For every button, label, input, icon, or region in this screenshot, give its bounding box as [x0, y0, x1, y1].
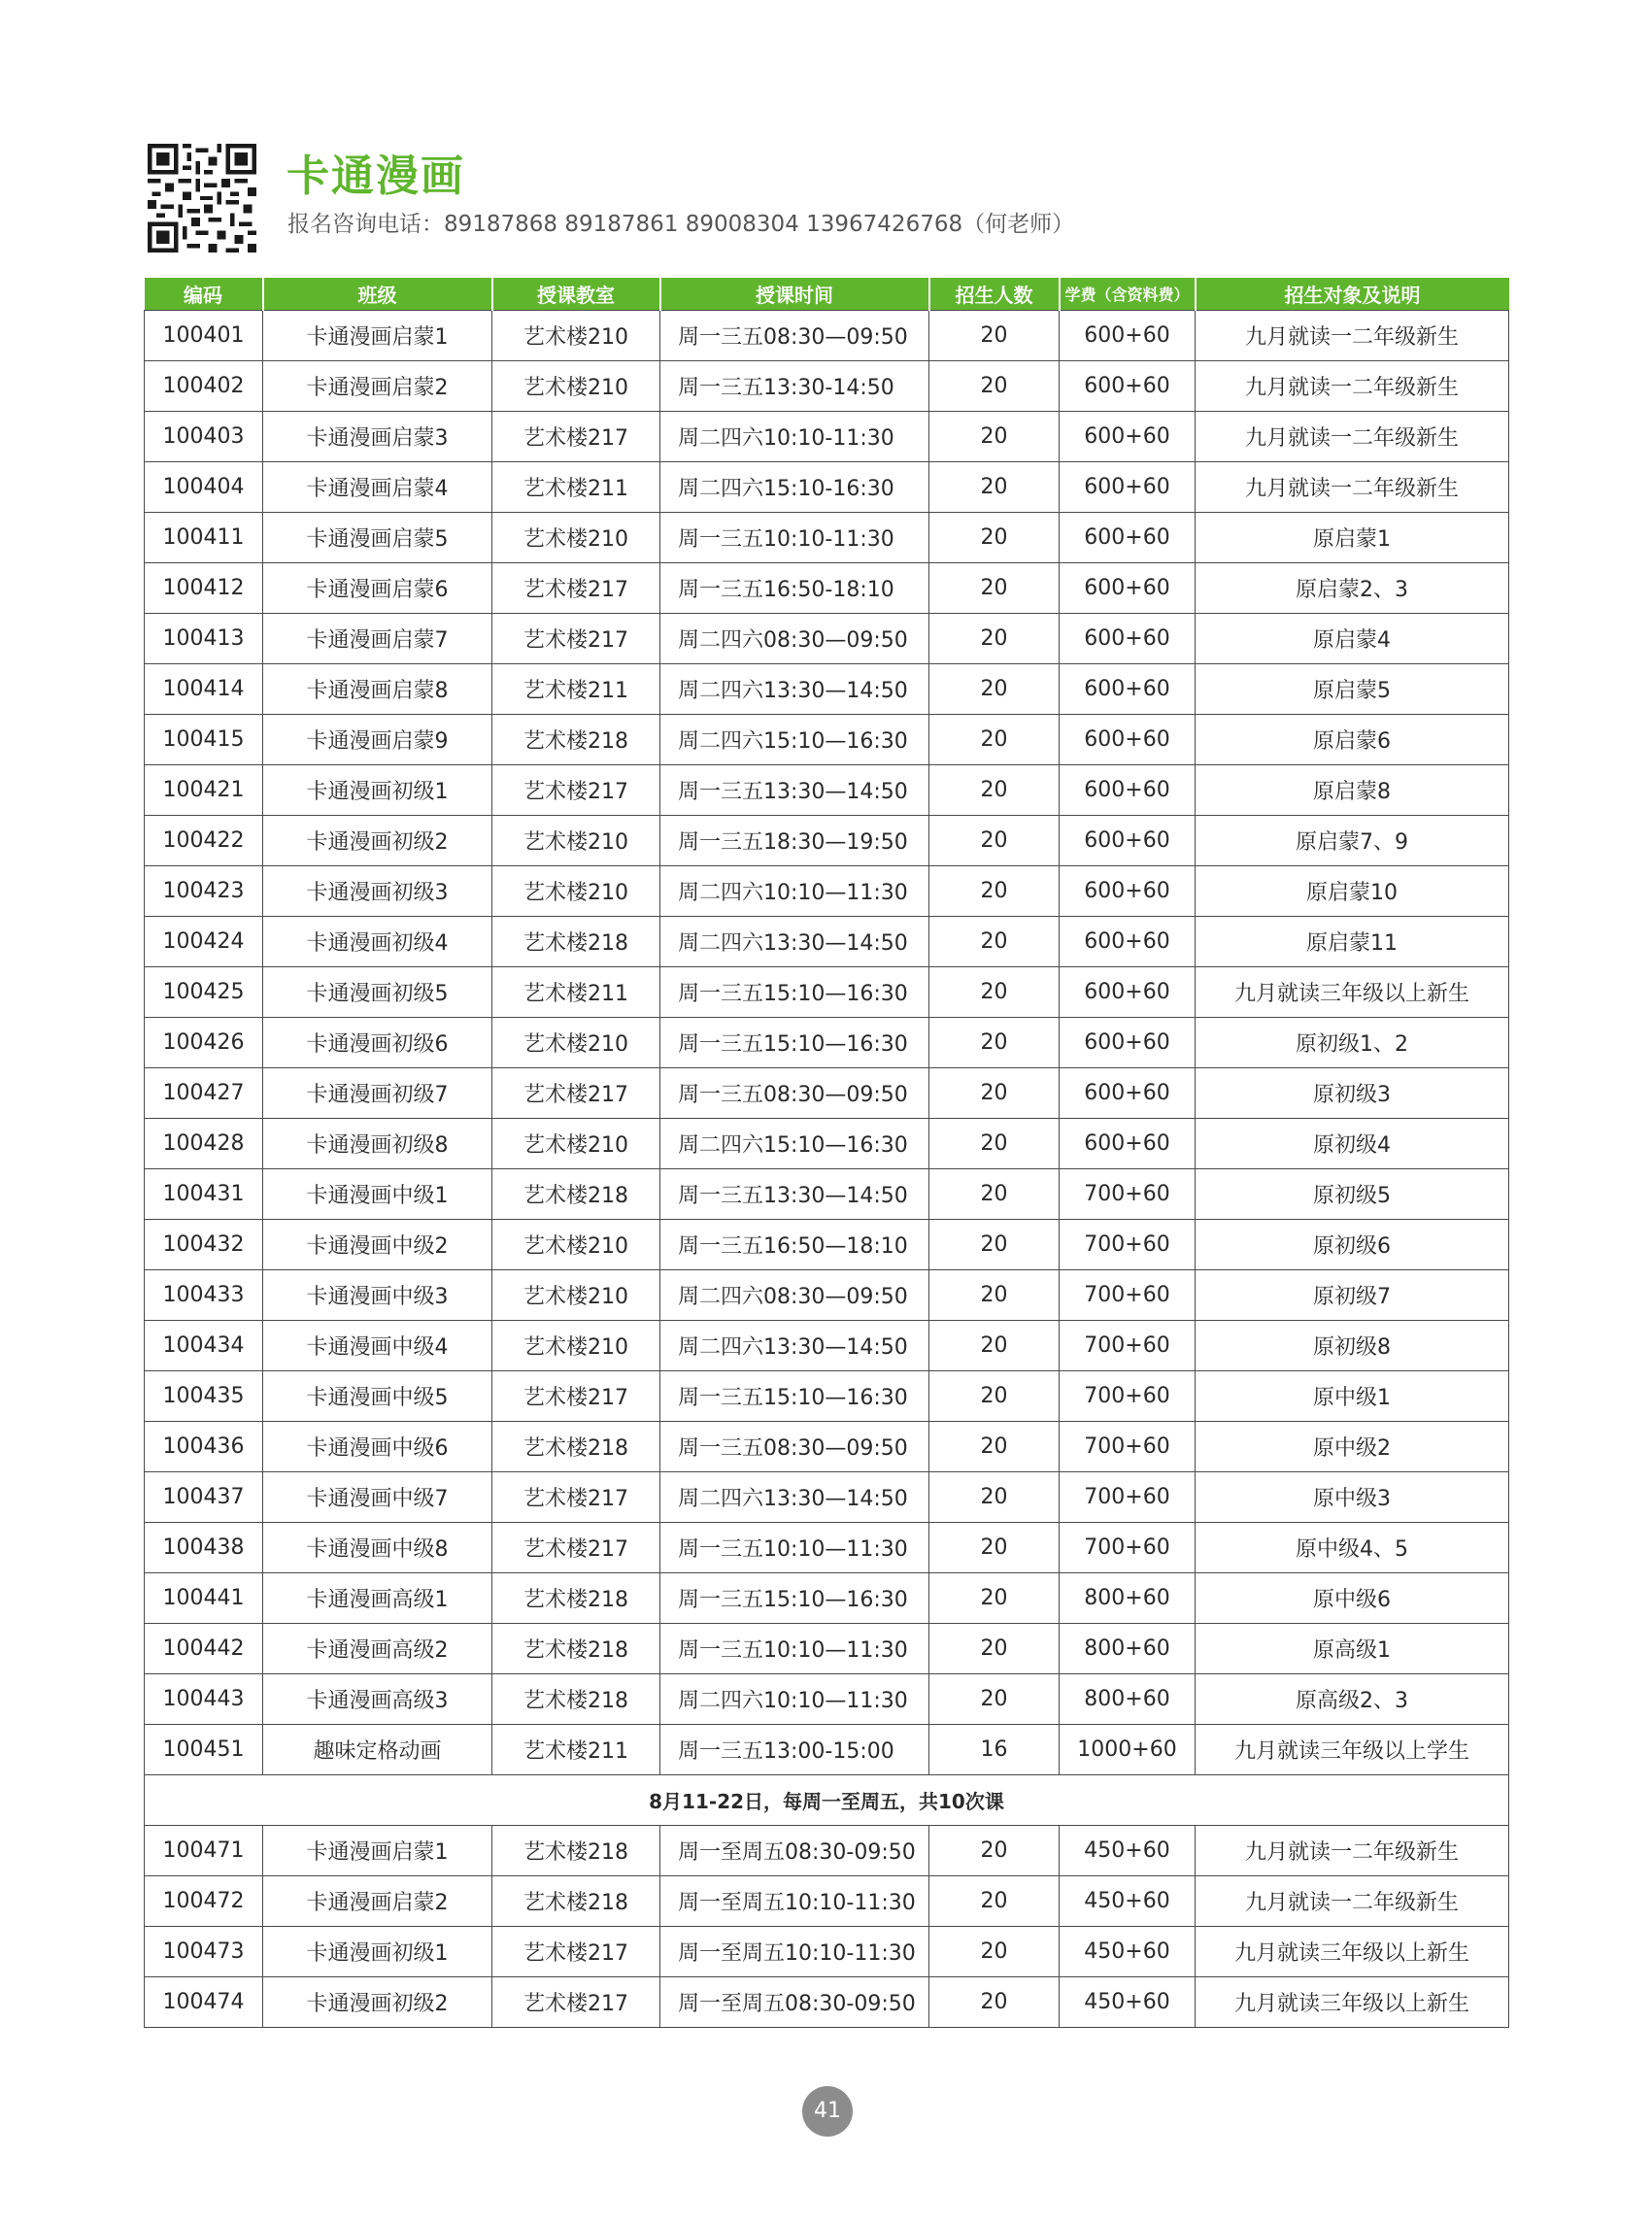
table-cell: 艺术楼218 [492, 1573, 660, 1624]
table-row [145, 664, 1509, 715]
table-cell: 卡通漫画中级4 [263, 1321, 492, 1371]
table-cell: 20 [929, 1169, 1060, 1220]
table-cell: 周二四六08:30—09:50 [660, 614, 929, 664]
table-cell: 卡通漫画启蒙5 [263, 513, 492, 563]
table-row [145, 1270, 1509, 1321]
table-cell: 卡通漫画中级1 [263, 1169, 492, 1220]
table-cell: 艺术楼210 [492, 513, 660, 563]
table-cell: 周一三五15:10—16:30 [660, 1018, 929, 1068]
table-row [145, 866, 1509, 917]
table-cell: 600+60 [1060, 816, 1196, 866]
table-row [145, 1876, 1509, 1927]
table-cell: 周二四六15:10—16:30 [660, 715, 929, 765]
table-cell: 艺术楼211 [492, 1725, 660, 1775]
table-cell: 周一三五13:30—14:50 [660, 1169, 929, 1220]
table-cell: 16 [929, 1725, 1060, 1775]
table-cell: 周一三五13:00-15:00 [660, 1725, 929, 1775]
table-cell: 原中级2 [1196, 1422, 1509, 1472]
table-cell: 600+60 [1060, 765, 1196, 816]
table-row [145, 462, 1509, 513]
table-cell: 600+60 [1060, 361, 1196, 412]
table-cell: 周一至周五08:30-09:50 [660, 1826, 929, 1876]
table-cell: 趣味定格动画 [263, 1725, 492, 1775]
table-cell: 九月就读三年级以上学生 [1196, 1725, 1509, 1775]
table-cell: 九月就读三年级以上新生 [1196, 1927, 1509, 1977]
table-cell: 20 [929, 967, 1060, 1018]
table-cell: 卡通漫画中级2 [263, 1220, 492, 1270]
table-cell: 600+60 [1060, 1068, 1196, 1119]
table-cell: 600+60 [1060, 866, 1196, 917]
table-cell: 100435 [145, 1371, 263, 1422]
table-cell: 原启蒙6 [1196, 715, 1509, 765]
table-row [145, 361, 1509, 412]
table-cell: 艺术楼211 [492, 967, 660, 1018]
table-cell: 20 [929, 1472, 1060, 1523]
table-cell: 450+60 [1060, 1927, 1196, 1977]
table-cell: 600+60 [1060, 412, 1196, 462]
table-cell: 600+60 [1060, 715, 1196, 765]
table-cell: 20 [929, 1826, 1060, 1876]
table-cell: 100437 [145, 1472, 263, 1523]
table-cell: 原启蒙4 [1196, 614, 1509, 664]
table-cell: 20 [929, 1018, 1060, 1068]
table-cell: 600+60 [1060, 1119, 1196, 1169]
column-header: 招生对象及说明 [1196, 278, 1509, 311]
table-cell: 20 [929, 412, 1060, 462]
table-body [145, 311, 1509, 2028]
table-cell: 原中级1 [1196, 1371, 1509, 1422]
table-row [145, 1371, 1509, 1422]
table-cell: 20 [929, 1422, 1060, 1472]
table-cell: 周二四六08:30—09:50 [660, 1270, 929, 1321]
table-cell: 20 [929, 1523, 1060, 1573]
table-row [145, 614, 1509, 664]
table-cell: 周一三五08:30—09:50 [660, 1068, 929, 1119]
table-cell: 450+60 [1060, 1826, 1196, 1876]
page-title: 卡通漫画 [287, 152, 465, 201]
table-cell: 700+60 [1060, 1523, 1196, 1573]
table-cell: 100426 [145, 1018, 263, 1068]
table-cell: 600+60 [1060, 664, 1196, 715]
table-cell: 800+60 [1060, 1573, 1196, 1624]
table-cell: 20 [929, 1270, 1060, 1321]
table-cell: 100413 [145, 614, 263, 664]
table-cell: 卡通漫画启蒙1 [263, 1826, 492, 1876]
table-cell: 600+60 [1060, 563, 1196, 614]
table-cell: 原中级3 [1196, 1472, 1509, 1523]
table-cell: 九月就读一二年级新生 [1196, 311, 1509, 361]
table-cell: 450+60 [1060, 1876, 1196, 1927]
table-cell: 周二四六13:30—14:50 [660, 1321, 929, 1371]
table-cell: 艺术楼211 [492, 664, 660, 715]
table-row [145, 1321, 1509, 1371]
table-cell: 20 [929, 1371, 1060, 1422]
table-cell: 100412 [145, 563, 263, 614]
table-cell: 100415 [145, 715, 263, 765]
table-cell: 卡通漫画启蒙2 [263, 1876, 492, 1927]
table-cell: 100424 [145, 917, 263, 967]
table-cell: 艺术楼210 [492, 1119, 660, 1169]
table-cell: 100404 [145, 462, 263, 513]
table-cell: 800+60 [1060, 1624, 1196, 1674]
table-cell: 100402 [145, 361, 263, 412]
table-cell: 100425 [145, 967, 263, 1018]
table-cell: 周一三五10:10—11:30 [660, 1523, 929, 1573]
column-header: 班级 [263, 278, 492, 311]
table-cell: 20 [929, 1624, 1060, 1674]
table-cell: 700+60 [1060, 1321, 1196, 1371]
table-row [145, 412, 1509, 462]
table-cell: 100401 [145, 311, 263, 361]
table-cell: 卡通漫画高级3 [263, 1674, 492, 1725]
table-cell: 艺术楼210 [492, 816, 660, 866]
table-cell: 卡通漫画高级1 [263, 1573, 492, 1624]
table-cell: 周一至周五08:30-09:50 [660, 1977, 929, 2028]
table-cell: 700+60 [1060, 1472, 1196, 1523]
table-row [145, 1068, 1509, 1119]
table-cell: 周一三五18:30—19:50 [660, 816, 929, 866]
table-cell: 20 [929, 614, 1060, 664]
table-cell: 20 [929, 1068, 1060, 1119]
table-cell: 原中级6 [1196, 1573, 1509, 1624]
table-cell: 周一至周五10:10-11:30 [660, 1927, 929, 1977]
table-cell: 卡通漫画初级3 [263, 866, 492, 917]
table-cell: 周一三五13:30—14:50 [660, 765, 929, 816]
table-header-row [145, 278, 1509, 311]
table-cell: 艺术楼217 [492, 1523, 660, 1573]
table-cell: 九月就读一二年级新生 [1196, 462, 1509, 513]
table-cell: 原启蒙2、3 [1196, 563, 1509, 614]
table-cell: 艺术楼218 [492, 917, 660, 967]
table-row [145, 1422, 1509, 1472]
table-cell: 卡通漫画启蒙7 [263, 614, 492, 664]
table-cell: 800+60 [1060, 1674, 1196, 1725]
table-cell: 原启蒙8 [1196, 765, 1509, 816]
table-cell: 卡通漫画启蒙9 [263, 715, 492, 765]
table-cell: 700+60 [1060, 1422, 1196, 1472]
table-cell: 艺术楼217 [492, 614, 660, 664]
table-row [145, 1624, 1509, 1674]
column-header: 授课时间 [660, 278, 929, 311]
table-cell: 周一三五15:10—16:30 [660, 967, 929, 1018]
table-row [145, 1018, 1509, 1068]
table-cell: 20 [929, 765, 1060, 816]
table-cell: 周二四六15:10-16:30 [660, 462, 929, 513]
table-cell: 艺术楼210 [492, 1220, 660, 1270]
table-cell: 原初级6 [1196, 1220, 1509, 1270]
session-note: 8月11-22日，每周一至周五，共10次课 [145, 1775, 1509, 1826]
table-cell: 20 [929, 1674, 1060, 1725]
table-cell: 100427 [145, 1068, 263, 1119]
table-cell: 原启蒙1 [1196, 513, 1509, 563]
table-cell: 100422 [145, 816, 263, 866]
table-cell: 卡通漫画中级7 [263, 1472, 492, 1523]
table-cell: 艺术楼210 [492, 866, 660, 917]
table-row [145, 311, 1509, 361]
table-cell: 20 [929, 816, 1060, 866]
table-cell: 100471 [145, 1826, 263, 1876]
table-cell: 艺术楼218 [492, 1876, 660, 1927]
table-cell: 卡通漫画初级6 [263, 1018, 492, 1068]
table-cell: 20 [929, 664, 1060, 715]
table-cell: 700+60 [1060, 1169, 1196, 1220]
table-cell: 周一三五10:10-11:30 [660, 513, 929, 563]
table-cell: 100438 [145, 1523, 263, 1573]
table-cell: 20 [929, 513, 1060, 563]
table-cell: 卡通漫画中级5 [263, 1371, 492, 1422]
table-cell: 艺术楼217 [492, 563, 660, 614]
table-cell: 100434 [145, 1321, 263, 1371]
table-cell: 卡通漫画初级8 [263, 1119, 492, 1169]
table-cell: 卡通漫画启蒙2 [263, 361, 492, 412]
table-cell: 100442 [145, 1624, 263, 1674]
table-cell: 原高级1 [1196, 1624, 1509, 1674]
table-cell: 100428 [145, 1119, 263, 1169]
column-header: 编码 [145, 278, 263, 311]
table-cell: 20 [929, 1927, 1060, 1977]
table-cell: 周二四六10:10—11:30 [660, 1674, 929, 1725]
table-cell: 艺术楼218 [492, 715, 660, 765]
table-cell: 九月就读三年级以上新生 [1196, 967, 1509, 1018]
table-row [145, 816, 1509, 866]
table-cell: 700+60 [1060, 1220, 1196, 1270]
table-cell: 艺术楼217 [492, 1977, 660, 2028]
table-cell: 卡通漫画初级2 [263, 816, 492, 866]
table-cell: 九月就读三年级以上新生 [1196, 1977, 1509, 2028]
table-cell: 九月就读一二年级新生 [1196, 1876, 1509, 1927]
table-cell: 20 [929, 311, 1060, 361]
table-cell: 周二四六13:30—14:50 [660, 917, 929, 967]
table-cell: 20 [929, 1220, 1060, 1270]
table-cell: 600+60 [1060, 917, 1196, 967]
table-cell: 100414 [145, 664, 263, 715]
class-schedule-table [144, 278, 1509, 2028]
table-cell: 周二四六13:30—14:50 [660, 1472, 929, 1523]
table-cell: 100423 [145, 866, 263, 917]
table-cell: 艺术楼210 [492, 1321, 660, 1371]
table-note-row [145, 1775, 1509, 1826]
table-cell: 周一三五16:50-18:10 [660, 563, 929, 614]
table-cell: 卡通漫画中级3 [263, 1270, 492, 1321]
table-cell: 九月就读一二年级新生 [1196, 1826, 1509, 1876]
table-cell: 卡通漫画启蒙3 [263, 412, 492, 462]
table-cell: 700+60 [1060, 1371, 1196, 1422]
table-row [145, 513, 1509, 563]
table-cell: 艺术楼210 [492, 361, 660, 412]
table-cell: 周一三五13:30-14:50 [660, 361, 929, 412]
table-cell: 原启蒙10 [1196, 866, 1509, 917]
table-cell: 700+60 [1060, 1270, 1196, 1321]
table-cell: 卡通漫画启蒙8 [263, 664, 492, 715]
table-cell: 100451 [145, 1725, 263, 1775]
qr-code-icon [148, 144, 256, 253]
table-cell: 卡通漫画初级2 [263, 1977, 492, 2028]
table-cell: 卡通漫画启蒙4 [263, 462, 492, 513]
table-row [145, 1826, 1509, 1876]
table-cell: 周二四六15:10—16:30 [660, 1119, 929, 1169]
table-cell: 原启蒙7、9 [1196, 816, 1509, 866]
table-cell: 艺术楼210 [492, 311, 660, 361]
table-cell: 20 [929, 1876, 1060, 1927]
table-cell: 卡通漫画中级6 [263, 1422, 492, 1472]
table-cell: 100473 [145, 1927, 263, 1977]
table-row [145, 765, 1509, 816]
table-cell: 20 [929, 563, 1060, 614]
table-cell: 100421 [145, 765, 263, 816]
table-cell: 卡通漫画初级1 [263, 765, 492, 816]
table-cell: 周一三五15:10—16:30 [660, 1371, 929, 1422]
table-cell: 卡通漫画初级4 [263, 917, 492, 967]
table-cell: 100472 [145, 1876, 263, 1927]
table-row [145, 563, 1509, 614]
table-cell: 周二四六10:10—11:30 [660, 866, 929, 917]
table-cell: 卡通漫画启蒙6 [263, 563, 492, 614]
table-cell: 20 [929, 1573, 1060, 1624]
table-cell: 卡通漫画中级8 [263, 1523, 492, 1573]
table-cell: 100474 [145, 1977, 263, 2028]
table-cell: 20 [929, 462, 1060, 513]
table-cell: 卡通漫画初级7 [263, 1068, 492, 1119]
table-cell: 原初级8 [1196, 1321, 1509, 1371]
table-cell: 周一三五08:30—09:50 [660, 1422, 929, 1472]
table-row [145, 917, 1509, 967]
table-cell: 艺术楼217 [492, 1371, 660, 1422]
table-cell: 600+60 [1060, 1018, 1196, 1068]
table-row [145, 967, 1509, 1018]
table-cell: 20 [929, 1977, 1060, 2028]
table-row [145, 1472, 1509, 1523]
table-cell: 艺术楼217 [492, 765, 660, 816]
table-cell: 艺术楼218 [492, 1674, 660, 1725]
table-cell: 原初级4 [1196, 1119, 1509, 1169]
table-cell: 600+60 [1060, 614, 1196, 664]
table-cell: 450+60 [1060, 1977, 1196, 2028]
table-cell: 原初级7 [1196, 1270, 1509, 1321]
table-row [145, 1220, 1509, 1270]
table-cell: 艺术楼218 [492, 1169, 660, 1220]
table-cell: 100441 [145, 1573, 263, 1624]
table-row [145, 1119, 1509, 1169]
table-cell: 20 [929, 1119, 1060, 1169]
table-cell: 100403 [145, 412, 263, 462]
table-cell: 艺术楼217 [492, 1472, 660, 1523]
table-cell: 艺术楼210 [492, 1018, 660, 1068]
table-cell: 卡通漫画初级1 [263, 1927, 492, 1977]
table-cell: 600+60 [1060, 311, 1196, 361]
table-cell: 100443 [145, 1674, 263, 1725]
table-cell: 100411 [145, 513, 263, 563]
column-header: 招生人数 [929, 278, 1060, 311]
table-cell: 艺术楼210 [492, 1270, 660, 1321]
table-cell: 九月就读一二年级新生 [1196, 412, 1509, 462]
table-cell: 原启蒙11 [1196, 917, 1509, 967]
table-cell: 原初级5 [1196, 1169, 1509, 1220]
table-cell: 原初级1、2 [1196, 1018, 1509, 1068]
column-header: 学费（含资料费） [1060, 278, 1196, 311]
table-cell: 原初级3 [1196, 1068, 1509, 1119]
table-cell: 艺术楼218 [492, 1422, 660, 1472]
table-cell: 100436 [145, 1422, 263, 1472]
table-cell: 周二四六13:30—14:50 [660, 664, 929, 715]
table-cell: 20 [929, 1321, 1060, 1371]
table-cell: 周一至周五10:10-11:30 [660, 1876, 929, 1927]
contact-phone: 报名咨询电话：89187868 89187861 89008304 13967426768（何老师） [287, 212, 1075, 237]
table-row [145, 1169, 1509, 1220]
table-cell: 20 [929, 361, 1060, 412]
table-cell: 卡通漫画启蒙1 [263, 311, 492, 361]
table-cell: 600+60 [1060, 513, 1196, 563]
table-row [145, 1927, 1509, 1977]
table-cell: 20 [929, 917, 1060, 967]
column-header: 授课教室 [492, 278, 660, 311]
table-cell: 20 [929, 866, 1060, 917]
table-cell: 原中级4、5 [1196, 1523, 1509, 1573]
table-row [145, 715, 1509, 765]
table-cell: 艺术楼217 [492, 1068, 660, 1119]
table-cell: 原高级2、3 [1196, 1674, 1509, 1725]
table-cell: 100431 [145, 1169, 263, 1220]
table-cell: 周二四六10:10-11:30 [660, 412, 929, 462]
table-row [145, 1674, 1509, 1725]
table-cell: 20 [929, 715, 1060, 765]
table-row [145, 1977, 1509, 2028]
table-cell: 卡通漫画高级2 [263, 1624, 492, 1674]
table-cell: 周一三五15:10—16:30 [660, 1573, 929, 1624]
table-cell: 原启蒙5 [1196, 664, 1509, 715]
table-cell: 周一三五08:30—09:50 [660, 311, 929, 361]
table-cell: 100433 [145, 1270, 263, 1321]
table-row [145, 1523, 1509, 1573]
table-cell: 九月就读一二年级新生 [1196, 361, 1509, 412]
page-number: 41 [802, 2086, 853, 2137]
table-cell: 艺术楼211 [492, 462, 660, 513]
table-cell: 艺术楼218 [492, 1624, 660, 1674]
table-cell: 艺术楼217 [492, 1927, 660, 1977]
table-cell: 周一三五10:10—11:30 [660, 1624, 929, 1674]
table-cell: 1000+60 [1060, 1725, 1196, 1775]
table-cell: 卡通漫画初级5 [263, 967, 492, 1018]
table-cell: 艺术楼217 [492, 412, 660, 462]
table-row [145, 1573, 1509, 1624]
table-cell: 600+60 [1060, 967, 1196, 1018]
table-row [145, 1725, 1509, 1775]
table-cell: 100432 [145, 1220, 263, 1270]
table-cell: 艺术楼218 [492, 1826, 660, 1876]
table-cell: 600+60 [1060, 462, 1196, 513]
table-cell: 周一三五16:50—18:10 [660, 1220, 929, 1270]
